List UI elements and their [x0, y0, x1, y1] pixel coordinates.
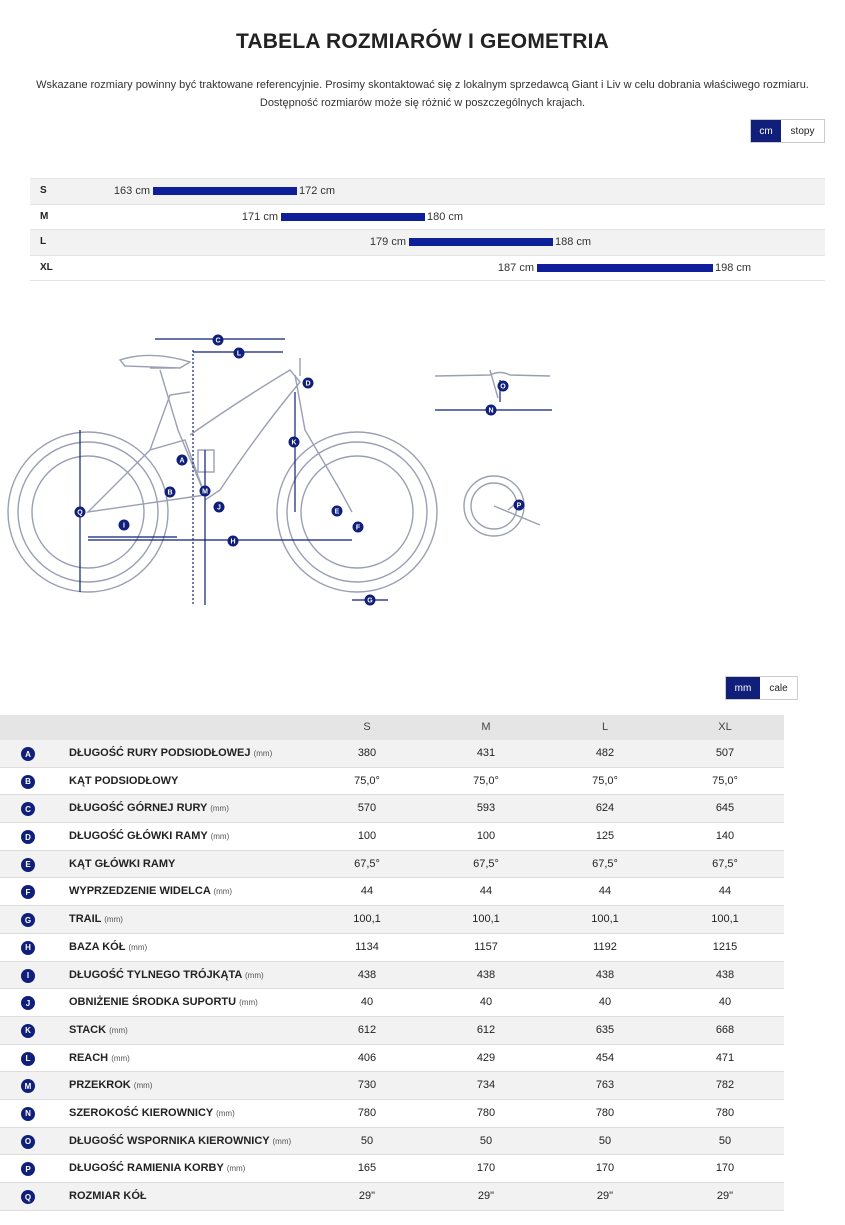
table-row: [0, 1072, 784, 1100]
row-value: 780: [357, 1106, 377, 1119]
size-row: [30, 229, 825, 255]
row-label-text: BAZA KÓŁ: [69, 940, 126, 953]
size-row: [30, 204, 825, 230]
diagram-badge-letter: D: [305, 380, 311, 388]
row-label-text: SZEROKOŚĆ KIEROWNICY: [69, 1106, 214, 1119]
row-value: 438: [715, 968, 735, 981]
row-value: 1157: [474, 940, 498, 953]
diagram-badge-letter: G: [367, 597, 373, 605]
size-name: XL: [40, 261, 53, 273]
row-value: 75,0°: [354, 774, 380, 787]
size-max-height: 180 cm: [427, 210, 464, 223]
row-code-badge: B: [21, 775, 35, 789]
row-value: 170: [715, 1162, 735, 1175]
size-row: [30, 178, 825, 204]
row-value: 50: [479, 1134, 493, 1147]
row-value: 40: [479, 996, 493, 1009]
row-code-badge: A: [21, 747, 35, 761]
row-unit: (mm): [133, 1081, 153, 1091]
row-label: [69, 1190, 147, 1202]
row-value: 471: [715, 1051, 735, 1064]
table-row: [0, 1017, 784, 1045]
diagram-badge-letter: A: [179, 457, 185, 465]
row-code-badge: G: [21, 913, 35, 927]
row-value: 763: [595, 1079, 615, 1092]
row-label: [69, 885, 232, 897]
row-value: 780: [715, 1106, 735, 1119]
diagram-badge-letter: J: [217, 504, 221, 512]
row-code-badge: I: [21, 969, 35, 983]
size-max-height: 172 cm: [299, 185, 336, 197]
table-row: [0, 1155, 784, 1183]
row-value: 75,0°: [473, 774, 499, 787]
diagram-badge-letter: C: [215, 337, 221, 345]
row-value: 1134: [355, 940, 379, 953]
size-min-height: 163 cm: [113, 185, 150, 197]
row-label: [69, 1162, 245, 1174]
row-value: 734: [476, 1079, 496, 1092]
row-label-text: DŁUGOŚĆ GÓRNEJ RURY: [69, 802, 208, 815]
row-unit: (mm): [272, 1136, 292, 1146]
geometry-table: [0, 715, 784, 1211]
row-label: [69, 858, 175, 870]
size-name: L: [40, 236, 47, 247]
row-label: [69, 1135, 291, 1147]
row-code-badge: P: [21, 1162, 35, 1176]
row-label-text: TRAIL: [69, 913, 102, 926]
table-row: [0, 1128, 784, 1156]
table-row: [0, 878, 784, 906]
row-value: 1192: [593, 940, 617, 953]
row-value: 624: [595, 802, 615, 815]
row-value: 44: [479, 885, 493, 898]
row-label-text: DŁUGOŚĆ GŁÓWKI RAMY: [69, 830, 208, 843]
row-label: [69, 802, 229, 814]
row-value: 50: [360, 1134, 374, 1147]
row-label-text: OBNIŻENIE ŚRODKA SUPORTU: [69, 996, 237, 1009]
size-range-bar: [153, 187, 297, 195]
row-unit: (mm): [104, 915, 123, 925]
row-label: [69, 830, 229, 842]
unit-inch-button[interactable]: cale: [760, 677, 797, 699]
row-value: 100,1: [472, 913, 500, 926]
table-header: [0, 715, 784, 740]
row-value: 593: [476, 802, 496, 815]
row-value: 165: [357, 1162, 377, 1175]
row-code-badge: O: [21, 1135, 35, 1149]
row-value: 100: [357, 830, 377, 843]
row-code-badge: E: [21, 858, 35, 872]
size-description: [20, 76, 825, 112]
row-label: [69, 913, 123, 925]
size-max-height: 198 cm: [715, 261, 752, 274]
unit-feet-button[interactable]: stopy: [781, 120, 824, 142]
diagram-badge-letter: E: [334, 508, 340, 516]
row-unit: (mm): [210, 832, 230, 842]
row-label-text: KĄT GŁÓWKI RAMY: [69, 857, 176, 870]
row-value: 431: [476, 747, 496, 759]
table-row: [0, 1045, 784, 1073]
row-value: 75,0°: [592, 774, 618, 787]
row-code-badge: F: [21, 885, 35, 899]
page-title: TABELA ROZMIARÓW I GEOMETRIA: [235, 30, 610, 53]
size-min-height: 179 cm: [369, 236, 406, 248]
row-code-badge: Q: [21, 1190, 35, 1204]
row-label: [69, 1079, 152, 1091]
row-value: 380: [357, 747, 377, 759]
table-row: [0, 934, 784, 962]
row-unit: (mm): [210, 804, 229, 814]
row-value: 782: [715, 1079, 735, 1092]
row-unit: (mm): [111, 1053, 130, 1063]
row-value: 67,5°: [354, 857, 380, 870]
diagram-badge-letter: L: [236, 350, 242, 358]
row-label: [69, 1107, 235, 1119]
row-value: 438: [357, 968, 377, 981]
table-row: [0, 1100, 784, 1128]
row-value: 406: [357, 1051, 377, 1064]
diagram-badge-letter: B: [167, 489, 173, 497]
row-label: [69, 775, 178, 787]
row-label-text: DŁUGOŚĆ TYLNEGO TRÓJKĄTA: [69, 968, 242, 981]
row-value: 170: [476, 1162, 496, 1175]
row-value: 125: [595, 830, 615, 843]
unit-cm-button[interactable]: cm: [751, 120, 781, 142]
row-value: 100,1: [353, 913, 381, 926]
row-value: 507: [715, 747, 735, 759]
column-header-l: L: [601, 721, 609, 733]
row-value: 438: [476, 968, 496, 981]
row-value: 429: [476, 1051, 496, 1064]
row-code-badge: C: [21, 802, 35, 816]
row-label-text: REACH: [69, 1051, 109, 1064]
row-value: 482: [595, 747, 615, 759]
row-value: 645: [715, 802, 735, 815]
size-name: M: [40, 210, 49, 222]
diagram-badge-letter: Q: [77, 509, 83, 517]
row-value: 140: [715, 830, 735, 843]
row-unit: (mm): [213, 887, 233, 897]
table-row: [0, 740, 784, 768]
row-value: 67,5°: [712, 857, 738, 870]
row-label-text: PRZEKROK: [69, 1079, 131, 1092]
table-row: [0, 823, 784, 851]
diagram-badge-letter: F: [355, 524, 361, 532]
row-value: 67,5°: [592, 857, 618, 870]
row-value: 780: [595, 1106, 615, 1119]
row-unit: (mm): [245, 970, 264, 980]
row-code-badge: K: [21, 1024, 35, 1038]
size-range-bar: [281, 213, 425, 221]
size-max-height: 188 cm: [555, 236, 592, 248]
row-label-text: KĄT PODSIODŁOWY: [69, 774, 179, 787]
row-value: 40: [598, 996, 612, 1009]
row-unit: (mm): [128, 942, 148, 952]
row-label-text: DŁUGOŚĆ RURY PODSIODŁOWEJ: [69, 747, 251, 759]
row-value: 29": [358, 1190, 376, 1202]
row-label-text: STACK: [69, 1023, 107, 1036]
size-name: S: [40, 185, 47, 196]
row-value: 67,5°: [473, 857, 499, 870]
row-value: 29": [477, 1190, 495, 1202]
row-code-badge: L: [21, 1052, 35, 1066]
row-unit: (mm): [253, 749, 273, 758]
diagram-badge-letter: O: [500, 383, 506, 391]
rider-height-chart: [30, 178, 825, 281]
row-code-badge: D: [21, 830, 35, 844]
row-code-badge: J: [21, 996, 35, 1010]
row-value: 612: [357, 1023, 377, 1036]
table-row: [0, 768, 784, 796]
row-value: 29": [596, 1190, 614, 1202]
table-row: [0, 906, 784, 934]
row-value: 100: [476, 830, 496, 843]
table-row: [0, 795, 784, 823]
row-value: 50: [718, 1134, 732, 1147]
unit-mm-button[interactable]: mm: [726, 677, 760, 699]
row-value: 635: [595, 1023, 615, 1036]
diagram-badge-letter: P: [516, 502, 522, 510]
row-value: 454: [595, 1051, 615, 1064]
diagram-badge-letter: N: [488, 407, 494, 415]
row-label-text: ROZMIAR KÓŁ: [69, 1190, 147, 1202]
row-label: [69, 996, 258, 1008]
geometry-unit-toggle: [725, 676, 798, 700]
row-value: 40: [360, 996, 374, 1009]
column-header-s: S: [363, 721, 371, 733]
size-row: [30, 255, 825, 282]
row-value: 75,0°: [712, 774, 738, 787]
row-value: 780: [476, 1106, 496, 1119]
bike-geometry-diagram: [0, 320, 845, 620]
row-label-text: DŁUGOŚĆ RAMIENIA KORBY: [69, 1162, 224, 1175]
row-label: [69, 747, 272, 759]
row-value: 50: [598, 1134, 612, 1147]
row-unit: (mm): [239, 998, 258, 1008]
row-code-badge: H: [21, 941, 35, 955]
height-unit-toggle: [750, 119, 825, 143]
row-value: 44: [598, 885, 612, 898]
row-value: 1215: [712, 940, 738, 953]
row-label-text: DŁUGOŚĆ WSPORNIKA KIEROWNICY: [69, 1134, 270, 1147]
row-value: 170: [595, 1162, 615, 1175]
size-range-bar: [537, 264, 713, 272]
column-header-m: M: [481, 721, 491, 733]
table-row: [0, 989, 784, 1017]
row-code-badge: N: [21, 1107, 35, 1121]
column-header-xl: XL: [718, 721, 732, 733]
row-unit: (mm): [216, 1108, 235, 1118]
row-value: 44: [718, 885, 732, 898]
size-min-height: 187 cm: [497, 261, 534, 274]
row-value: 100,1: [711, 913, 739, 926]
row-code-badge: M: [21, 1079, 35, 1093]
row-label: [69, 969, 264, 981]
diagram-badge-letter: K: [291, 439, 297, 447]
diagram-badge-letter: I: [123, 522, 125, 530]
row-value: 44: [360, 885, 374, 898]
size-min-height: 171 cm: [241, 210, 278, 223]
row-unit: (mm): [109, 1025, 128, 1035]
row-value: 612: [476, 1023, 496, 1036]
row-unit: (mm): [226, 1164, 246, 1174]
table-row: [0, 962, 784, 990]
diagram-badge-letter: H: [230, 538, 236, 546]
table-row: [0, 1183, 784, 1211]
row-label: [69, 941, 147, 953]
description-line-1: Wskazane rozmiary powinny być traktowane referencyjnie. Prosimy skontaktować się z lokalnym sprzedawcą Giant i Liv w celu dobrania właściwego rozmiaru.: [36, 79, 809, 91]
row-value: 438: [595, 968, 615, 981]
row-value: 29": [716, 1190, 734, 1202]
row-value: 570: [357, 802, 377, 815]
row-value: 40: [718, 996, 732, 1009]
row-value: 730: [357, 1079, 377, 1092]
size-range-bar: [409, 238, 553, 246]
row-label-text: WYPRZEDZENIE WIDELCA: [69, 885, 211, 898]
description-line-2: Dostępność rozmiarów może się różnić w poszczególnych krajach.: [259, 97, 586, 109]
row-value: 668: [715, 1023, 735, 1036]
row-label: [69, 1052, 130, 1064]
row-label: [69, 1024, 128, 1036]
table-row: [0, 851, 784, 879]
diagram-badge-letter: M: [202, 488, 208, 496]
row-value: 100,1: [591, 913, 619, 926]
